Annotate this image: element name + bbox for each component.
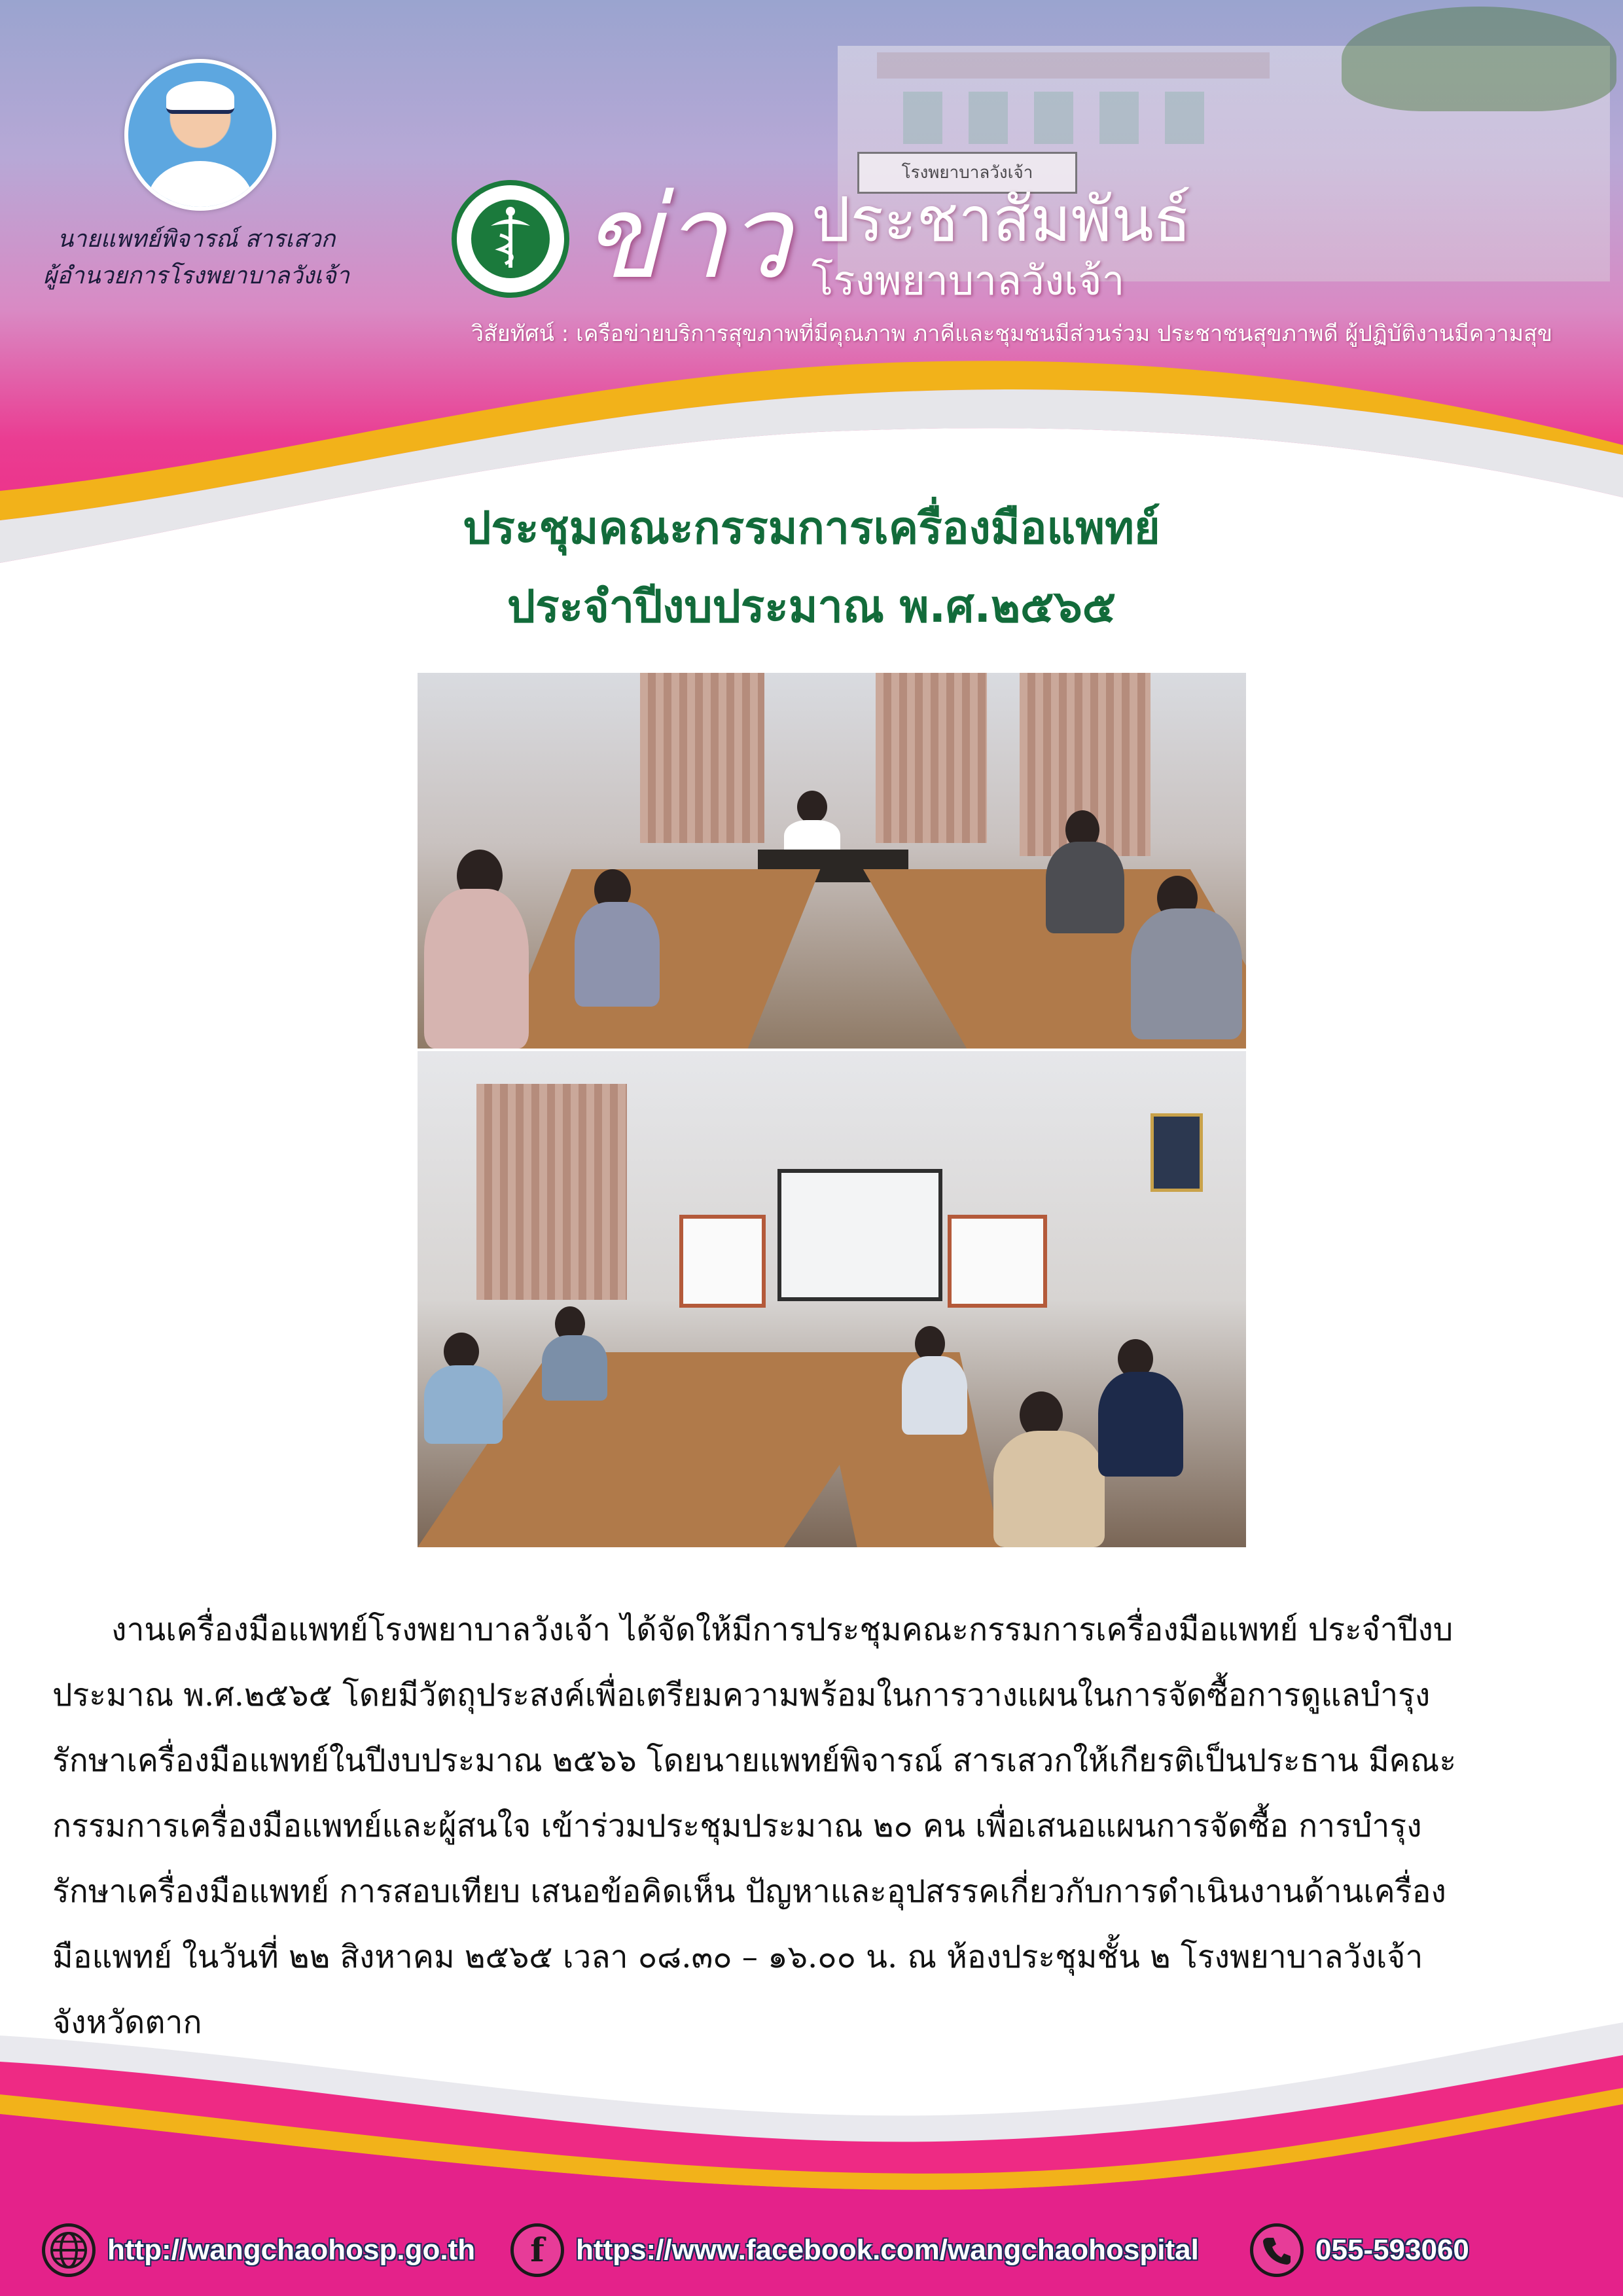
body-line: รักษาเครื่องมือแพทย์ในปีงบประมาณ ๒๕๖๖ โดยนายแพทย์พิจารณ์ สารเสวกให้เกียรติเป็นประธาน มีคณะ (52, 1742, 1457, 1779)
whiteboard (948, 1215, 1047, 1308)
curtain (876, 673, 987, 843)
participant (1098, 1372, 1183, 1477)
public-relations-word: ประชาสัมพันธ์ (812, 185, 1192, 256)
participant (797, 791, 827, 823)
phone-icon-graphic (1260, 2234, 1293, 2267)
building-window (1099, 92, 1139, 144)
director-title: ผู้อำนวยการโรงพยาบาลวังเจ้า (43, 262, 350, 289)
moph-logo (452, 180, 569, 298)
body-line: จังหวัดตาก (52, 2004, 202, 2041)
building-sign-text: โรงพยาบาลวังเจ้า (901, 163, 1033, 183)
whiteboard (679, 1215, 766, 1308)
participant (575, 902, 660, 1007)
hospital-name: โรงพยาบาลวังเจ้า (812, 257, 1125, 304)
portrait-uniform (148, 161, 253, 211)
portrait-cap (166, 81, 234, 114)
meeting-photo-top (418, 673, 1246, 1049)
document-title (0, 490, 1623, 647)
globe-icon-graphic (49, 2231, 88, 2270)
participant (542, 1335, 607, 1401)
building-window (903, 92, 942, 144)
projector-screen (777, 1169, 942, 1301)
trees (1342, 7, 1616, 111)
building-roof (877, 52, 1270, 79)
vision-statement: วิสัยทัศน์ : เครือข่ายบริการสุขภาพที่มีคุณภาพ ภาคีและชุมชนมีส่วนร่วม ประชาชนสุขภาพดี ผู้ปฏิบัติงานมีความสุข (471, 321, 1553, 347)
building-window (1034, 92, 1073, 144)
footer-website (42, 2219, 475, 2282)
body-line: ประมาณ พ.ศ.๒๕๖๕ โดยมีวัตถุประสงค์เพื่อเตรียมความพร้อมในการวางแผนในการจัดซื้อการดูแลบำรุง (52, 1677, 1431, 1713)
director-portrait (124, 59, 276, 211)
footer-facebook (510, 2219, 1199, 2282)
news-word: ข่าว (582, 170, 791, 304)
body-line: กรรมการเครื่องมือแพทย์และผู้สนใจ เข้าร่วมประชุมประมาณ ๒๐ คน เพื่อเสนอแผนการจัดซื้อ การบำรุง (52, 1808, 1422, 1844)
body-line: รักษาเครื่องมือแพทย์ การสอบเทียบ เสนอข้อคิดเห็น ปัญหาและอุปสรรคเกี่ยวกับการดำเนินงานด้านเครื่อง (52, 1873, 1446, 1910)
article-body (52, 1597, 1571, 2055)
facebook-glyph: f (530, 2231, 544, 2269)
caduceus-icon (471, 200, 550, 278)
royal-portrait (1150, 1113, 1203, 1192)
title-line-2: ประจำปีงบประมาณ พ.ศ.๒๕๖๕ (507, 581, 1116, 633)
website-link[interactable]: http://wangchaohosp.go.th (107, 2234, 476, 2266)
facebook-icon (510, 2223, 564, 2277)
body-line: งานเครื่องมือแพทย์โรงพยาบาลวังเจ้า ได้จัดให้มีการประชุมคณะกรรมการเครื่องมือแพทย์ ประจำปีงบ (111, 1611, 1454, 1648)
phone-number[interactable]: 055-593060 (1315, 2234, 1469, 2266)
director-name: นายแพทย์พิจารณ์ สารเสวก (57, 226, 336, 253)
globe-icon (42, 2223, 96, 2277)
participant (993, 1431, 1105, 1547)
participant (1131, 908, 1242, 1039)
body-line: มือแพทย์ ในวันที่ ๒๒ สิงหาคม ๒๕๖๕ เวลา ๐๘.๓๐ – ๑๖.๐๐ น. ณ ห้องประชุมชั้น ๒ โรงพยาบาลวังเจ้า (52, 1939, 1423, 1975)
participant (1046, 842, 1124, 933)
building-window (1165, 92, 1204, 144)
title-line-1: ประชุมคณะกรรมการเครื่องมือแพทย์ (463, 503, 1160, 554)
meeting-photo-bottom (418, 1051, 1246, 1547)
meeting-table-left (499, 869, 821, 1049)
footer-phone (1250, 2219, 1469, 2282)
building-window (969, 92, 1008, 144)
curtain (640, 673, 764, 843)
facebook-link[interactable]: https://www.facebook.com/wangchaohospital (576, 2234, 1199, 2266)
participant (424, 1365, 503, 1444)
phone-icon (1250, 2223, 1304, 2277)
curtain (476, 1084, 627, 1300)
participant (424, 889, 529, 1049)
participant (902, 1356, 967, 1435)
moph-logo-inner (471, 200, 550, 278)
